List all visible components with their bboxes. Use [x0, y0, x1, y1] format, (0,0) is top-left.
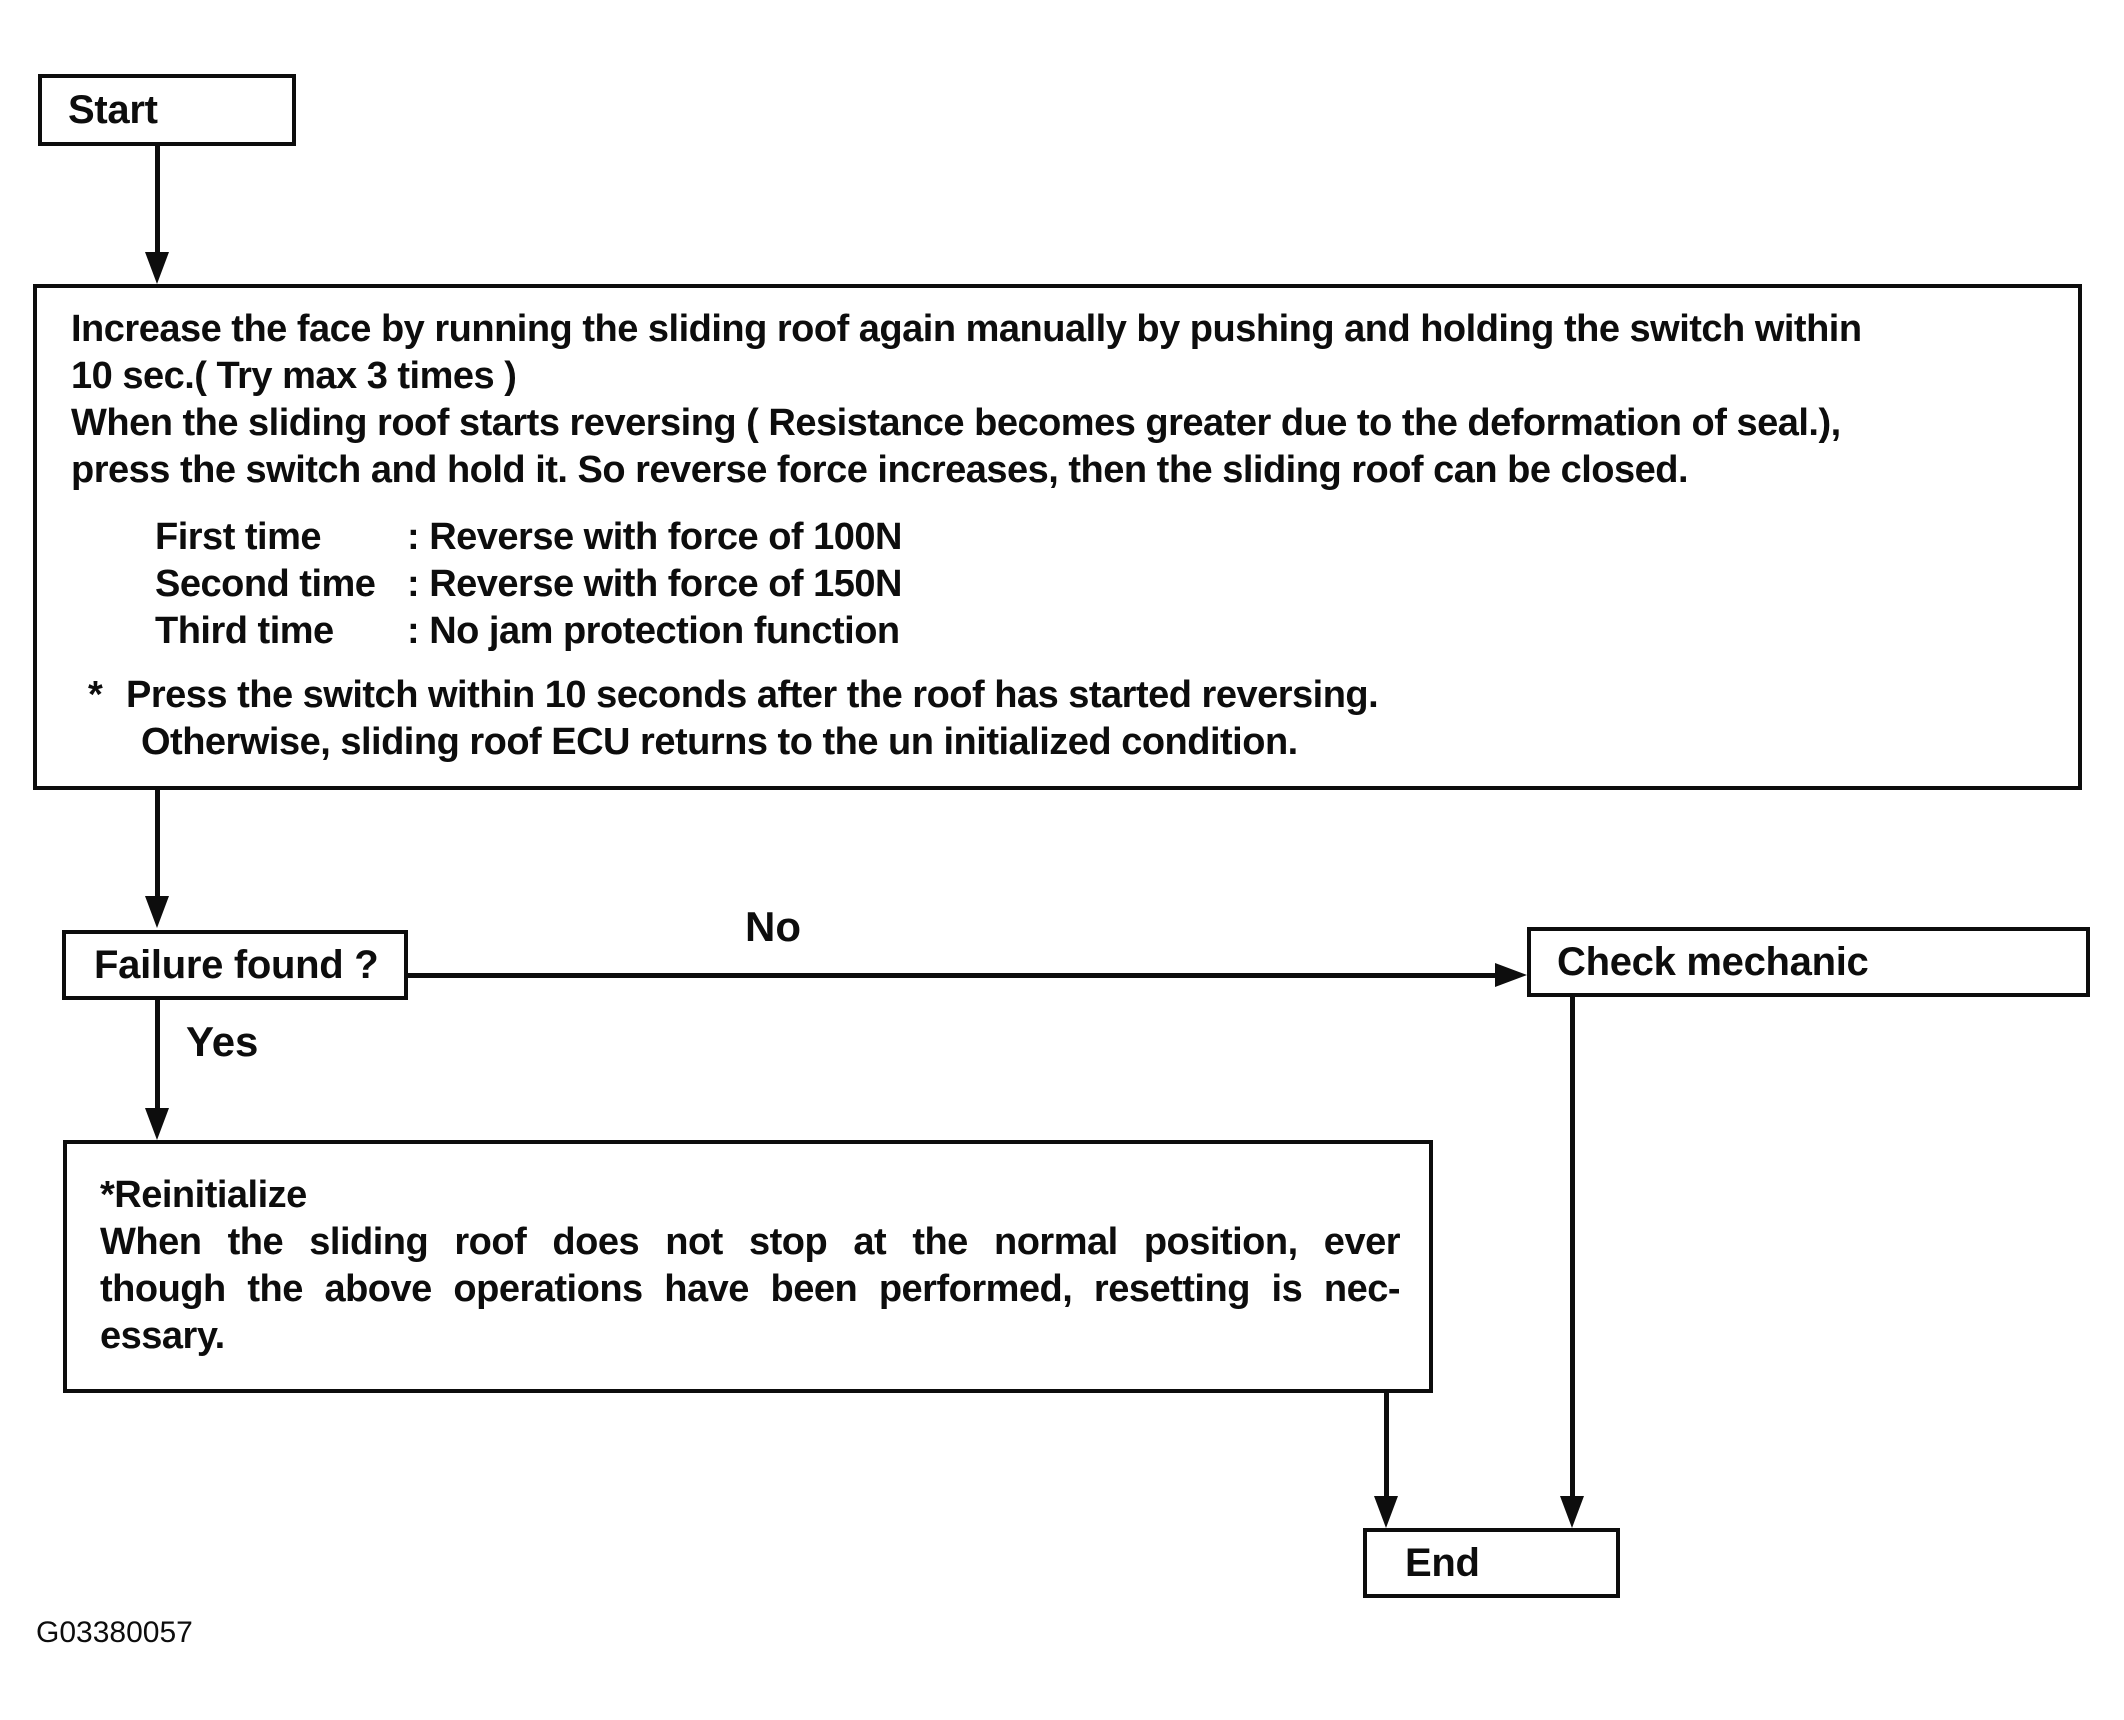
arrow-down-icon: [1374, 1496, 1398, 1528]
start-label: Start: [68, 87, 158, 132]
process-note-line: Otherwise, sliding roof ECU returns to the un initialized condition.: [141, 721, 1298, 763]
attempt-value: : Reverse with force of 150N: [407, 563, 902, 605]
end-node: [1363, 1528, 1620, 1598]
arrow-check-end-line: [1570, 995, 1575, 1498]
process-intro-line: 10 sec.( Try max 3 times ): [71, 355, 517, 397]
end-label: End: [1405, 1540, 1480, 1585]
check-mechanic-node: [1527, 927, 2090, 997]
arrow-start-process-line: [155, 146, 160, 254]
arrow-reinitialize-end-line: [1384, 1391, 1389, 1498]
decision-node: [62, 930, 408, 1000]
attempt-value: : No jam protection function: [407, 610, 900, 652]
attempt-row: [155, 608, 902, 655]
arrow-right-icon: [1495, 963, 1527, 987]
edge-label-no: No: [745, 903, 801, 950]
attempt-label: Second time: [155, 563, 376, 605]
process-note: [88, 672, 1378, 766]
process-intro-line: press the switch and hold it. So reverse force increases, then the sliding roof can be closed.: [71, 449, 1689, 491]
edge-no-line: [408, 973, 1497, 978]
reinitialize-title: *Reinitialize: [100, 1174, 307, 1216]
edge-yes-line: [155, 1000, 160, 1110]
asterisk-marker: *: [88, 674, 103, 716]
process-intro-line: Increase the face by running the sliding roof again manually by pushing and holding the switch within: [71, 308, 1862, 350]
process-attempts: [155, 514, 902, 655]
reinitialize-text: [100, 1172, 1400, 1360]
figure-id: G03380057: [36, 1616, 193, 1649]
attempt-label: Third time: [155, 610, 334, 652]
attempt-label: First time: [155, 516, 322, 558]
attempt-value: : Reverse with force of 100N: [407, 516, 902, 558]
edge-label-yes: Yes: [186, 1018, 259, 1065]
arrow-process-decision-line: [155, 790, 160, 898]
reinitialize-line: When the sliding roof does not stop at the normal position, ever: [100, 1221, 1400, 1263]
attempt-row: [155, 561, 902, 608]
reinitialize-line: though the above operations have been performed, resetting is nec-: [100, 1268, 1400, 1310]
arrow-down-icon: [145, 1108, 169, 1140]
start-node: [38, 74, 296, 146]
arrow-down-icon: [145, 252, 169, 284]
process-note-line: [88, 672, 1378, 719]
decision-label: Failure found ?: [94, 942, 379, 987]
reinitialize-line: essary.: [100, 1315, 225, 1357]
arrow-down-icon: [145, 896, 169, 928]
process-intro: [71, 306, 1862, 494]
arrow-down-icon: [1560, 1496, 1584, 1528]
attempt-row: [155, 514, 902, 561]
check-mechanic-label: Check mechanic: [1557, 939, 1869, 984]
process-intro-line: When the sliding roof starts reversing ( Resistance becomes greater due to the deformation of seal.),: [71, 402, 1841, 444]
process-note-text: Press the switch within 10 seconds after the roof has started reversing.: [126, 674, 1379, 716]
